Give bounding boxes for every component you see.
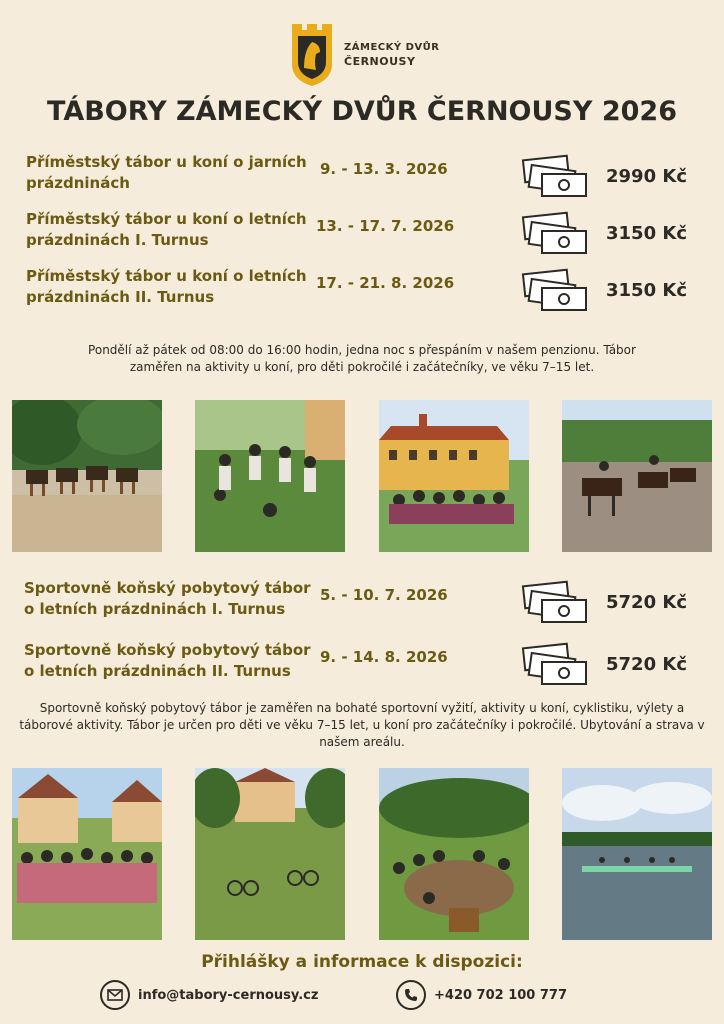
camp-name: Příměstský tábor u koní o letních prázdninách II. Turnus <box>26 267 307 306</box>
camp-name: Sportovně koňský pobytový tábor o letních prázdninách I. Turnus <box>24 579 311 618</box>
photo-campfire <box>379 768 529 940</box>
photo-group-manor <box>379 400 529 552</box>
camp-item-stay-2 <box>26 640 716 690</box>
photo-cycling <box>195 768 345 940</box>
logo-line-1: ZÁMECKÝ DVŮR <box>344 42 440 53</box>
email-contact[interactable] <box>100 980 318 1010</box>
money-icon <box>520 268 592 318</box>
camp-date: 9. - 14. 8. 2026 <box>320 648 448 666</box>
camp-item-spring <box>26 152 716 202</box>
phone-icon <box>396 980 426 1010</box>
money-icon <box>520 154 592 204</box>
camp-date: 5. - 10. 7. 2026 <box>320 586 448 604</box>
email-icon <box>100 980 130 1010</box>
photo-horse-riders <box>12 400 162 552</box>
camp-price: 5720 Kč <box>606 654 687 675</box>
phone-contact[interactable] <box>396 980 567 1010</box>
photo-lake <box>562 768 712 940</box>
camp-name: Příměstský tábor u koní o letních prázdninách I. Turnus <box>26 210 307 249</box>
logo-line-2: ČERNOUSY <box>344 55 416 68</box>
money-icon <box>520 211 592 261</box>
footer-title: Přihlášky a informace k dispozici: <box>201 952 523 972</box>
stay-camps-description: Sportovně koňský pobytový tábor je zaměřen na bohaté sportovní vyžití, aktivity u koní, cyklistiku, výlety a táborové aktivity. Tábor je určen pro děti ve věku 7–15 let, u koní pro začátečníky i pokročilé. Ubytování a strava v našem areálu. <box>19 701 705 749</box>
money-icon <box>520 642 592 692</box>
photo-row-1 <box>12 400 712 552</box>
photo-group-towers <box>12 768 162 940</box>
page-title: TÁBORY ZÁMECKÝ DVŮR ČERNOUSY 2026 <box>47 96 677 127</box>
camp-name: Sportovně koňský pobytový tábor o letních prázdninách II. Turnus <box>24 641 311 680</box>
camp-price: 3150 Kč <box>606 223 687 244</box>
photo-kids-circle <box>195 400 345 552</box>
logo <box>290 22 439 88</box>
photo-horses-water <box>562 400 712 552</box>
camp-price: 3150 Kč <box>606 280 687 301</box>
camp-item-summer-1 <box>26 209 716 259</box>
money-icon <box>520 580 592 630</box>
camp-item-stay-1 <box>26 578 716 628</box>
castle-horse-shield-icon <box>290 22 334 88</box>
phone-number[interactable]: +420 702 100 777 <box>434 987 568 1003</box>
camp-date: 17. - 21. 8. 2026 <box>316 274 455 292</box>
camp-price: 2990 Kč <box>606 166 687 187</box>
email-address[interactable]: info@tabory-cernousy.cz <box>138 987 319 1003</box>
camp-item-summer-2 <box>26 266 716 316</box>
day-camps-description: Pondělí až pátek od 08:00 do 16:00 hodin, jedna noc s přespáním v našem penzionu. Tábor zaměřen na aktivity u koní, pro děti pokročilé i začátečníky, ve věku 7–15 let. <box>88 343 636 374</box>
camp-date: 9. - 13. 3. 2026 <box>320 160 448 178</box>
camp-price: 5720 Kč <box>606 592 687 613</box>
camp-date: 13. - 17. 7. 2026 <box>316 217 455 235</box>
camp-name: Příměstský tábor u koní o jarních prázdninách <box>26 153 307 192</box>
photo-row-2 <box>12 768 712 940</box>
